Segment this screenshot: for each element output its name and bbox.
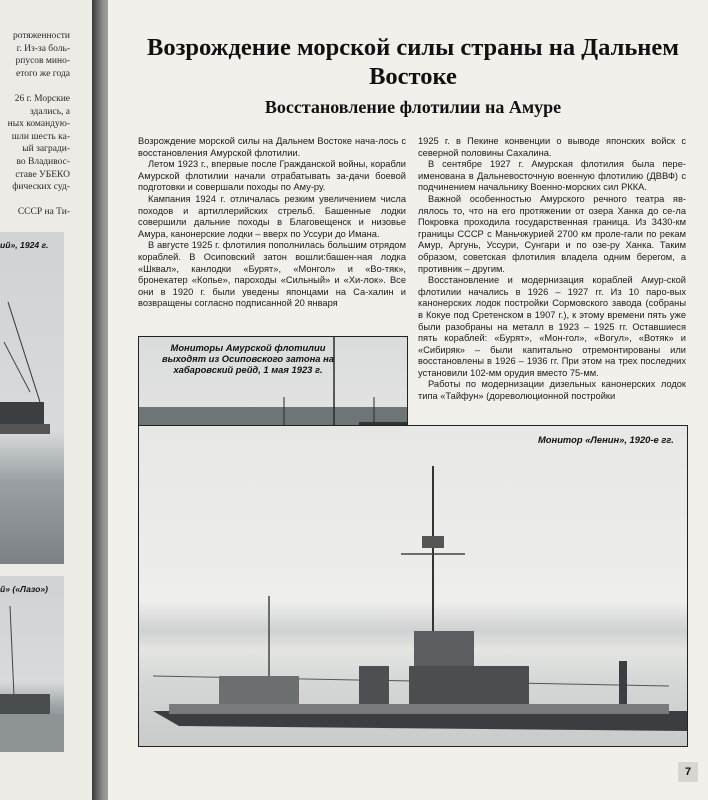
page-title: Возрождение морской силы страны на Дальнем Востоке (146, 34, 679, 90)
left-text-line: ставе УБЕКО (15, 169, 70, 180)
left-text-line: етого же года (16, 68, 70, 79)
photo-caption-1: Мониторы Амурской флотилии выходят из Осиповского затона на хабаровский рейд, 1 мая 1923 г. (162, 342, 334, 375)
paragraph: Кампания 1924 г. отличалась резким увеличением числа походов и артиллерийских стрельб. Башенные лодки совершили дальние походы в Благовещенск и низовье Амура, канонерские лодки – вверх по Уссури до Имана. (138, 193, 406, 239)
left-page-text (0, 30, 70, 219)
paragraph: В сентябре 1927 г. Амурская флотилия была пере-именована в Дальневосточную военную флотилию (ДВВФ) с подчинением начальнику Военно-морских сил РККА. (418, 159, 686, 193)
paragraph: Возрождение морской силы на Дальнем Востоке нача-лось с восстановления Амурской флотилии. (138, 136, 406, 158)
left-photo-lazo-image (0, 576, 64, 752)
left-text-line (0, 80, 70, 93)
right-page (108, 0, 708, 800)
left-text-line: здались, а (29, 106, 70, 117)
left-text-line: во Владивос- (16, 156, 70, 167)
left-caption-1: ий», 1924 г. (0, 240, 49, 250)
left-photo-ship-1924-image (0, 232, 64, 564)
left-text-line: СССР на Ти- (17, 207, 70, 218)
photo-monitor-lenin-image (139, 426, 687, 746)
paragraph: 1925 г. в Пекине конвенции о выводе японских войск с северной половины Сахалина. (418, 136, 686, 158)
left-text-line: ротяженности (12, 31, 70, 41)
photo-monitor-lenin (138, 425, 688, 747)
left-text-line: ных командую- (7, 119, 70, 130)
paragraph: Важной особенностью Амурского речного театра яв-лялось то, что на его протяжении от озера Ханка до се-ла Покровка проходила государственная граница. Из 3430-км границы СССР с Маньчжурией 2700 км проле-гали по рекам Амур, Аргунь, Уссури, Сунгари и по озе-ру Ханка. Таким образом, советская флотилия владела одним берегом, а противник – другим. (418, 193, 686, 274)
paragraph: Летом 1923 г., впервые после Гражданской войны, корабли Амурской флотилии начали отрабатывать за-дачи боевой подготовки и совершали походы по Аму-ру. (138, 159, 406, 193)
left-text-line: г. Из-за боль- (16, 43, 70, 54)
paragraph: В августе 1925 г. флотилия пополнилась большим отрядом кораблей. В Осиповский затон вошли:башен-ная лодка «Шквал», канлодки «Бурят», «Монгол» и «Во-тяк», бронекатер «Копье», пароходы «Сильный» и «Хи-лок». Все они в 1920 г. были уведены японцами на Са-халин и возвращены согласно подписанной 20 января (138, 240, 406, 309)
text-column-right (418, 136, 686, 403)
left-photo-lazo (0, 576, 64, 752)
page-number: 7 (678, 762, 698, 782)
photo-caption-2: Монитор «Ленин», 1920-е гг. (538, 434, 674, 445)
left-text-line: 26 г. Морские (14, 93, 70, 104)
left-text-line: ый загради- (22, 144, 70, 155)
left-text-line: рпусов мино- (15, 56, 70, 67)
left-text-line: шли шесть ка- (11, 131, 70, 142)
left-text-line: фических суд- (12, 182, 70, 193)
paragraph: Восстановление и модернизация кораблей Амур-ской флотилии начались в 1926 – 1927 гг. Из 10 паро-вых канонерских лодок постройки Сормовского завода (собраны в Кокуе под Сретенском в 1907 г.), к этому времени пять уже были разобраны на металл в 1923 – 1925 гг. Оставшиеся пять кораблей: «Бурят», «Мон-гол», «Вогул», «Вотяк» и «Сибиряк» – были капитально отремонтированы или восстановлены в 1926 – 1936 гг. При этом на трех последних установили 102-мм орудия вместо 75-мм. (418, 275, 686, 378)
paragraph: Работы по модернизации дизельных канонерских лодок типа «Тайфун» (дореволюционной постройки (418, 379, 686, 402)
text-column-left (138, 136, 406, 310)
left-photo-ship-1924 (0, 232, 64, 564)
page-subtitle: Восстановление флотилии на Амуре (264, 97, 562, 117)
left-text-line (0, 194, 70, 207)
left-caption-2: й» («Лазо») (0, 584, 49, 594)
left-page (0, 0, 100, 800)
